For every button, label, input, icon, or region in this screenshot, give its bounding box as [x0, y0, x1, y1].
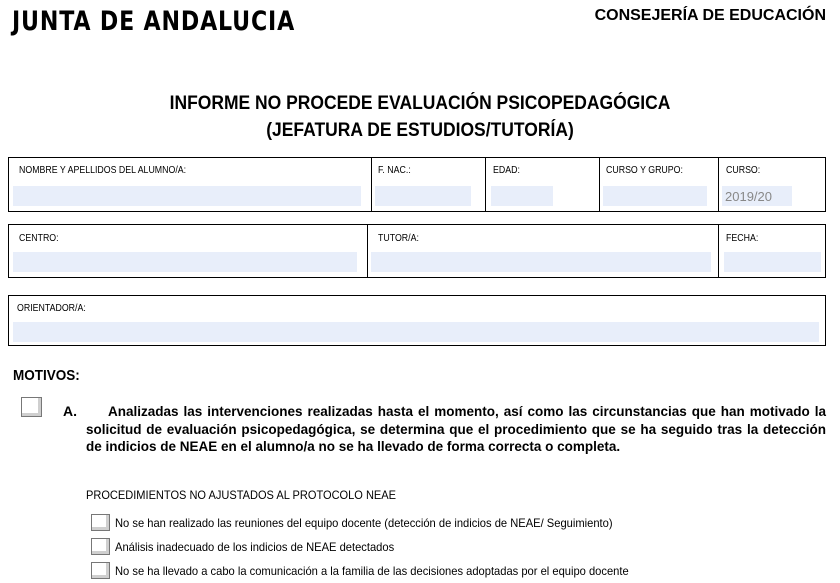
- motivos-heading: MOTIVOS:: [13, 367, 80, 384]
- center-info-row: [8, 224, 826, 278]
- course-input[interactable]: [722, 186, 792, 206]
- counselor-label: ORIENTADOR/A:: [17, 303, 86, 314]
- course-value: 2019/20: [725, 189, 772, 204]
- form-subtitle: (JEFATURA DE ESTUDIOS/TUTORÍA): [266, 120, 574, 141]
- tutor-label: TUTOR/A:: [378, 233, 419, 244]
- option-3-label: No se ha llevado a cabo la comunicación a la familia de las decisiones adoptadas por el equipo docente: [115, 564, 629, 578]
- counselor-row: [8, 295, 826, 346]
- age-label: EDAD:: [493, 165, 520, 176]
- procedures-label: PROCEDIMIENTOS NO AJUSTADOS AL PROTOCOLO NEAE: [86, 488, 397, 502]
- motivo-a-letter: A.: [63, 403, 77, 419]
- counselor-input[interactable]: [13, 322, 819, 342]
- course-group-input[interactable]: [603, 186, 707, 206]
- motivo-a-text-content: Analizadas las intervenciones realizadas hasta el momento, así como las circunstancias que han motivado la solicitud de evaluación psicopedagógica, se determina que el procedimiento que se ha seguido tras la detección de indicios de NEAE en el alumno/a no se ha llevado de forma correcta o completa.: [86, 404, 826, 454]
- option-2-label: Análisis inadecuado de los indicios de NEAE detectados: [115, 540, 395, 554]
- age-input[interactable]: [491, 186, 553, 206]
- student-info-row: [8, 157, 826, 212]
- center-input[interactable]: [13, 252, 357, 272]
- department-name: CONSEJERÍA DE EDUCACIÓN: [594, 7, 826, 24]
- motivo-a-checkbox[interactable]: [21, 397, 42, 417]
- student-name-label: NOMBRE Y APELLIDOS DEL ALUMNO/A:: [19, 165, 187, 176]
- option-3-checkbox[interactable]: [91, 562, 110, 579]
- option-1-checkbox[interactable]: [91, 514, 110, 531]
- motivo-a-text: [86, 403, 826, 456]
- junta-andalucia-logo: JUNTA DE ANDALUCIA: [12, 6, 296, 37]
- birth-date-input[interactable]: [375, 186, 471, 206]
- option-2-checkbox[interactable]: [91, 538, 110, 555]
- center-label: CENTRO:: [19, 233, 59, 244]
- student-name-input[interactable]: [13, 186, 361, 206]
- form-title: INFORME NO PROCEDE EVALUACIÓN PSICOPEDAGÓGICA: [169, 93, 671, 114]
- course-group-label: CURSO Y GRUPO:: [606, 165, 683, 176]
- course-label: CURSO:: [726, 165, 761, 176]
- option-1-label: No se han realizado las reuniones del equipo docente (detección de indicios de NEAE/ Seguimiento): [115, 516, 613, 530]
- tutor-input[interactable]: [371, 252, 711, 272]
- date-label: FECHA:: [726, 233, 759, 244]
- date-input[interactable]: [724, 252, 821, 272]
- birth-date-label: F. NAC.:: [378, 165, 411, 176]
